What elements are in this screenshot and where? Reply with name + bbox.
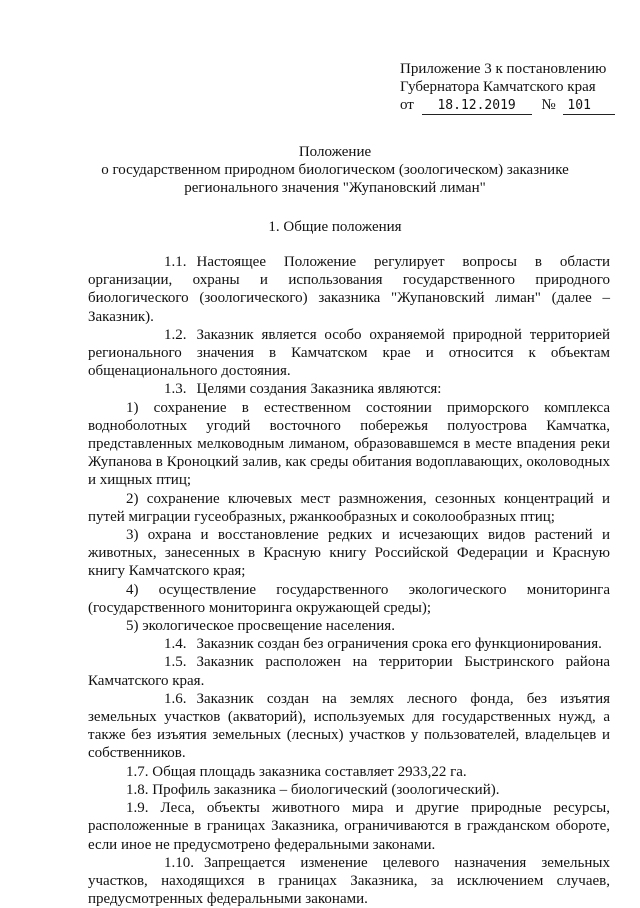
paragraph — [88, 763, 610, 781]
paragraph-text: Настоящее Положение регулирует вопросы в области организации, охраны и использования государственного природного биологического (зоологического) заказника "Жупановский лиман" (далее – Заказник). — [88, 254, 610, 325]
approval-line-2: Губернатора Камчатского края — [400, 79, 596, 95]
paragraph-number: 1.1. — [164, 254, 187, 270]
paragraph — [88, 799, 610, 854]
paragraph — [88, 781, 610, 799]
paragraph — [88, 581, 610, 617]
paragraph-text: Запрещается изменение целевого назначения земельных участков, находящихся в границах Заказника, за исключением случаев, предусмотренных федеральными законами. — [88, 854, 610, 908]
paragraph-number: 1.5. — [164, 654, 187, 671]
paragraph-number: 1.3. — [164, 381, 187, 398]
document-body — [88, 253, 610, 908]
paragraph-number: 1.4. — [164, 636, 187, 653]
paragraph-text: 5) экологическое просвещение населения. — [126, 618, 395, 635]
paragraph-text: Заказник создан без ограничения срока его функционирования. — [196, 636, 602, 653]
title-line-2: о государственном природном биологическом (зоологическом) заказнике — [101, 162, 569, 178]
approval-line-1: Приложение 3 к постановлению — [400, 61, 607, 77]
paragraph — [88, 653, 610, 689]
decree-date: 18.12.2019 — [422, 98, 532, 115]
paragraph — [88, 617, 610, 635]
paragraph-text: Целями создания Заказника являются: — [196, 381, 442, 398]
paragraph — [88, 326, 610, 381]
paragraph — [88, 690, 610, 763]
number-sign: № — [541, 97, 556, 113]
paragraph-text: 1.7. Общая площадь заказника составляет 2933,22 га. — [126, 763, 467, 780]
decree-number: 101 — [563, 98, 615, 115]
paragraph-text: Заказник создан на землях лесного фонда, без изъятия земельных участков (акваторий), используемых для государственных нужд, а также без изъятия земельных (лесных) участков у пользователей, владельцев и собственников. — [88, 690, 610, 762]
section-heading: 1. Общие положения — [268, 219, 402, 235]
document-title — [90, 143, 580, 197]
paragraph-text: 3) охрана и восстановление редких и исчезающих видов растений и животных, занесенных в Красную книгу Российской Федерации и Красную книгу Камчатского края; — [88, 527, 610, 580]
approval-date-line — [400, 96, 630, 115]
from-label: от — [400, 97, 414, 113]
paragraph-text: 2) сохранение ключевых мест размножения, сезонных концентраций и путей миграции гусеобразных, ржанкообразных и соколообразных птиц; — [88, 490, 610, 525]
paragraph — [88, 635, 610, 653]
paragraph — [88, 399, 610, 490]
title-line-3: регионального значения "Жупановский лиман" — [184, 180, 486, 196]
paragraph — [88, 854, 610, 908]
paragraph — [88, 253, 610, 326]
paragraph-text: 4) осуществление государственного экологического мониторинга (государственного мониторинга окружающей среды); — [88, 581, 610, 616]
paragraph-number: 1.6. — [164, 690, 187, 707]
paragraph-number: 1.2. — [164, 326, 187, 343]
paragraph-text: Заказник является особо охраняемой природной территорией регионального значения в Камчатском крае и относится к объектам общенационального достояния. — [88, 326, 610, 380]
title-line-1: Положение — [298, 144, 372, 160]
paragraph-text: 1.9. Леса, объекты животного мира и другие природные ресурсы, расположенные в границах Заказника, ограничиваются в гражданском обороте, если иное не предусмотрено федеральными законами. — [88, 800, 610, 853]
paragraph — [88, 380, 610, 398]
paragraph-text: 1.8. Профиль заказника – биологический (зоологический). — [126, 781, 500, 798]
paragraph — [88, 526, 610, 581]
paragraph — [88, 490, 610, 526]
paragraph-text: Заказник расположен на территории Быстринского района Камчатского края. — [88, 654, 610, 689]
paragraph-text: 1) сохранение в естественном состоянии приморского комплекса водноболотных угодий восточного побережья полуострова Камчатка, представленных мелководным лиманом, образовавшемся в месте впадения реки Жупанова в Кроноцкий залив, как среды обитания водоплавающих, околоводных и хищных птиц; — [88, 399, 610, 489]
paragraph-number: 1.10. — [164, 854, 194, 871]
approval-block — [400, 60, 630, 115]
